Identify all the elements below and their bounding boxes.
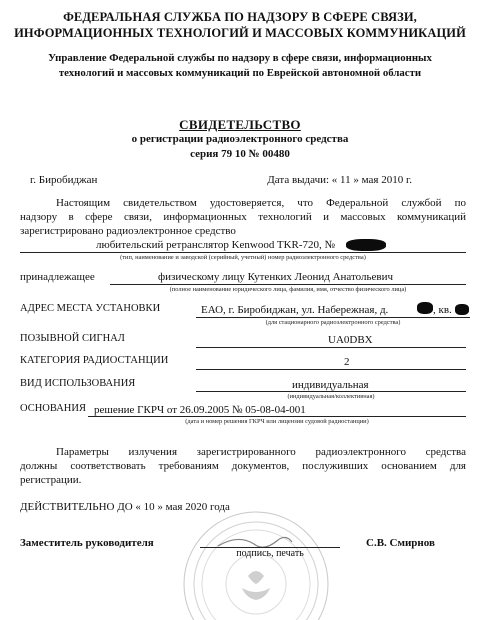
params-line-1: Параметры излучения зарегистрированного радиоэлектронного средства [56, 446, 466, 458]
document-series: серия 79 10 № 00480 [190, 148, 290, 160]
department-line1: Управление Федеральной службы по надзору в сфере связи, информационных [48, 52, 432, 64]
basis-caption: (дата и номер решения ГКРЧ или лицензии судовой радиостанции) [185, 418, 369, 425]
basis-label: ОСНОВАНИЯ [20, 403, 86, 414]
agency-name-line2: ИНФОРМАЦИОННЫХ ТЕХНОЛОГИЙ И МАССОВЫХ КОММУНИКАЦИЙ [14, 26, 466, 40]
category-label: КАТЕГОРИЯ РАДИОСТАНЦИИ [20, 355, 169, 366]
device-underline [20, 252, 466, 253]
device-value: любительский ретранслятор Kenwood TKR-720, № [96, 239, 336, 251]
usage-underline [196, 391, 466, 392]
params-line-2: должны соответствовать требованиям документов, послуживших основанием для [20, 460, 466, 472]
address-underline [196, 317, 470, 318]
address-label: АДРЕС МЕСТА УСТАНОВКИ [20, 303, 161, 314]
issue-date: Дата выдачи: « 11 » мая 2010 г. [267, 174, 412, 186]
intro-line-1: Настоящим свидетельством удостоверяется, что Федеральной службой по [56, 197, 466, 209]
owner-caption: (полное наименование юридического лица, фамилия, имя, отчество физического лица) [169, 286, 407, 293]
device-caption: (тип, наименование и заводской (серийный, учетный) номер радиоэлектронного средства) [120, 254, 366, 261]
signature-role: Заместитель руководителя [20, 537, 154, 549]
signature-name: С.В. Смирнов [366, 537, 435, 549]
department-line2: технологий и массовых коммуникаций по Еврейской автономной области [58, 67, 422, 79]
usage-caption: (индивидуальная/коллективная) [287, 393, 375, 400]
callsign-label: ПОЗЫВНОЙ СИГНАЛ [20, 333, 125, 344]
owner-underline [110, 284, 466, 285]
usage-label: ВИД ИСПОЛЬЗОВАНИЯ [20, 378, 136, 389]
valid-until: ДЕЙСТВИТЕЛЬНО ДО « 10 » мая 2020 года [20, 501, 230, 513]
signature-caption: подпись, печать [236, 548, 304, 559]
basis-underline [88, 416, 466, 417]
document-subtitle: о регистрации радиоэлектронного средства [131, 133, 349, 145]
address-value: ЕАО, г. Биробиджан, ул. Набережная, д. [201, 304, 389, 316]
owner-value: физическому лицу Кутенких Леонид Анатольевич [158, 271, 394, 283]
category-underline [196, 369, 466, 370]
address-value-apartment: , кв. [433, 304, 452, 316]
redaction-device-serial [346, 239, 386, 251]
basis-value: решение ГКРЧ от 26.09.2005 № 05-08-04-001 [94, 404, 306, 416]
usage-value: индивидуальная [292, 379, 369, 391]
document-title: СВИДЕТЕЛЬСТВО [179, 117, 301, 132]
params-line-3: регистрации. [20, 474, 82, 486]
agency-name-line1: ФЕДЕРАЛЬНАЯ СЛУЖБА ПО НАДЗОРУ В СФЕРЕ СВЯЗИ, [63, 10, 417, 24]
redaction-apartment-number [455, 304, 469, 315]
callsign-underline [196, 347, 466, 348]
intro-line-3: зарегистрировано радиоэлектронное средство [20, 225, 236, 237]
callsign-value: UA0DBX [328, 334, 373, 346]
owner-label: принадлежащее [20, 271, 95, 283]
issue-city: г. Биробиджан [30, 174, 98, 186]
category-value: 2 [344, 356, 350, 368]
intro-line-2: надзору в сфере связи, информационных технологий и массовых коммуникаций [20, 211, 466, 223]
redaction-house-number [417, 302, 433, 314]
address-caption: (для стационарного радиоэлектронного средства) [265, 319, 401, 326]
